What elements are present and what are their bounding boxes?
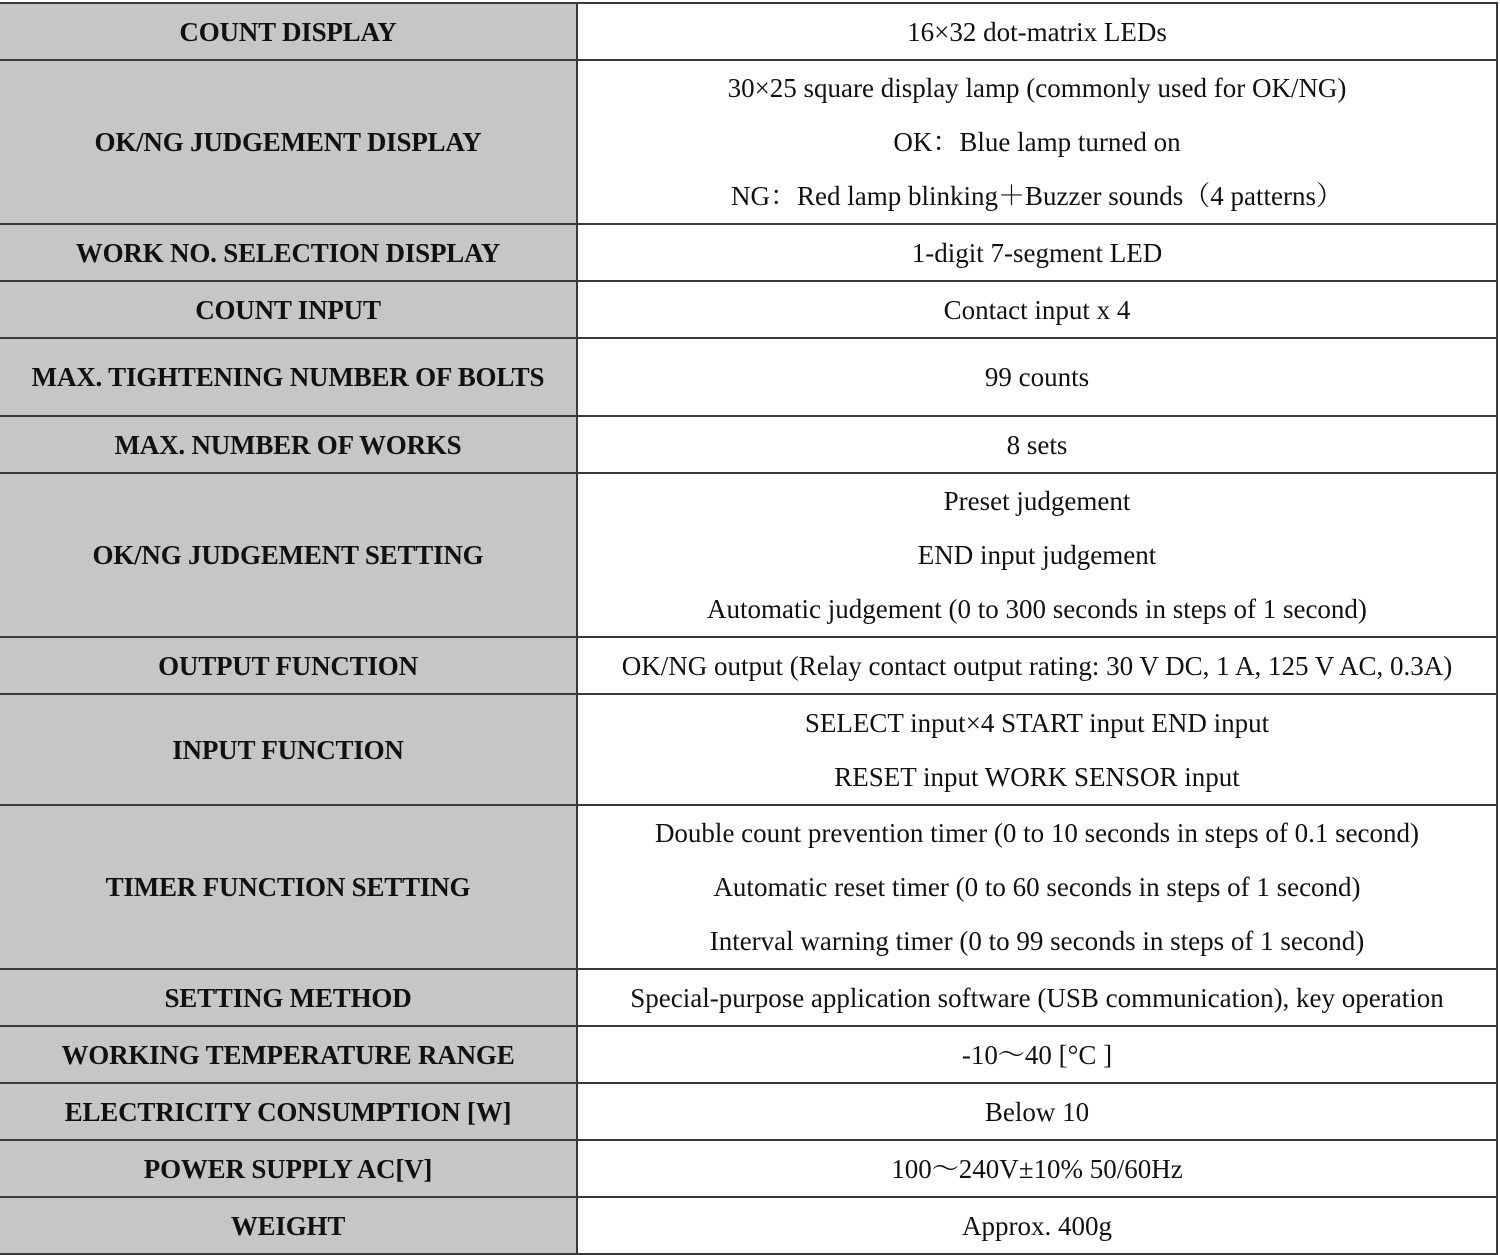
spec-label: COUNT DISPLAY [0,3,577,60]
spec-label: OUTPUT FUNCTION [0,637,577,694]
spec-value [577,60,1497,224]
spec-value-line: Special-purpose application software (USB communication), key operation [630,982,1444,1013]
spec-label: WEIGHT [0,1197,577,1254]
spec-label: INPUT FUNCTION [0,694,577,805]
spec-row-ok-ng-judgement-setting [0,473,1497,637]
spec-value-line: 16×32 dot-matrix LEDs [907,16,1167,47]
spec-row-input-function [0,694,1497,805]
spec-value [577,338,1497,416]
spec-value-line: Interval warning timer (0 to 99 seconds in steps of 1 second) [709,926,1365,956]
spec-value-line: NG：Red lamp blinking＋Buzzer sounds（4 patterns） [731,181,1343,211]
spec-row-output-function [0,637,1497,694]
spec-row-max-tightening-number-of-bolts [0,338,1497,416]
spec-value [577,637,1497,694]
spec-value-line: 99 counts [984,362,1090,392]
spec-value [577,694,1497,805]
spec-value-line: SELECT input×4 START input END input [804,707,1270,738]
spec-row-max-number-of-works [0,416,1497,473]
spec-label: TIMER FUNCTION SETTING [0,805,577,969]
spec-row-working-temperature-range [0,1026,1497,1083]
spec-value-line: Automatic reset timer (0 to 60 seconds in steps of 1 second) [713,872,1361,902]
spec-value-line: 1-digit 7-segment LED [911,237,1163,268]
spec-label: POWER SUPPLY AC[V] [0,1140,577,1197]
spec-value [577,1197,1497,1254]
spec-value-line: END input judgement [917,540,1157,570]
spec-label: ELECTRICITY CONSUMPTION [W] [0,1083,577,1140]
spec-value-line: 8 sets [1006,429,1068,460]
spec-value [577,1140,1497,1197]
spec-value-line: -10～40 [°C ] [961,1039,1113,1070]
spec-value [577,224,1497,281]
spec-value-line: Double count prevention timer (0 to 10 seconds in steps of 0.1 second) [654,818,1420,848]
spec-value-line: 100～240V±10% 50/60Hz [891,1153,1183,1184]
spec-value [577,1026,1497,1083]
spec-label: OK/NG JUDGEMENT DISPLAY [0,60,577,224]
spec-value [577,1083,1497,1140]
spec-row-power-supply [0,1140,1497,1197]
spec-value [577,805,1497,969]
spec-label: MAX. NUMBER OF WORKS [0,416,577,473]
spec-value-line: Contact input x 4 [943,294,1131,325]
spec-row-work-no-selection-display [0,224,1497,281]
spec-label: WORK NO. SELECTION DISPLAY [0,224,577,281]
spec-row-ok-ng-judgement-display [0,60,1497,224]
spec-label: SETTING METHOD [0,969,577,1026]
spec-label: MAX. TIGHTENING NUMBER OF BOLTS [0,338,577,416]
specification-table-body [0,3,1497,1254]
spec-label: WORKING TEMPERATURE RANGE [0,1026,577,1083]
spec-row-setting-method [0,969,1497,1026]
spec-value [577,416,1497,473]
spec-value-line: Automatic judgement (0 to 300 seconds in steps of 1 second) [707,594,1367,624]
spec-value [577,969,1497,1026]
spec-value [577,473,1497,637]
spec-value [577,281,1497,338]
spec-row-weight [0,1197,1497,1254]
spec-value-line: Preset judgement [943,486,1131,516]
spec-row-count-display [0,3,1497,60]
spec-row-count-input [0,281,1497,338]
spec-value-line: Approx. 400g [962,1210,1112,1241]
specification-table [0,2,1498,1255]
spec-value [577,3,1497,60]
spec-value-line: RESET input WORK SENSOR input [834,761,1240,792]
spec-row-timer-function-setting [0,805,1497,969]
spec-value-line: OK：Blue lamp turned on [893,127,1181,157]
spec-value-line: OK/NG output (Relay contact output rating: 30 V DC, 1 A, 125 V AC, 0.3A) [621,650,1453,681]
spec-value-line: Below 10 [984,1096,1090,1127]
spec-label: OK/NG JUDGEMENT SETTING [0,473,577,637]
spec-row-electricity-consumption [0,1083,1497,1140]
spec-label: COUNT INPUT [0,281,577,338]
spec-value-line: 30×25 square display lamp (commonly used for OK/NG) [727,73,1347,103]
